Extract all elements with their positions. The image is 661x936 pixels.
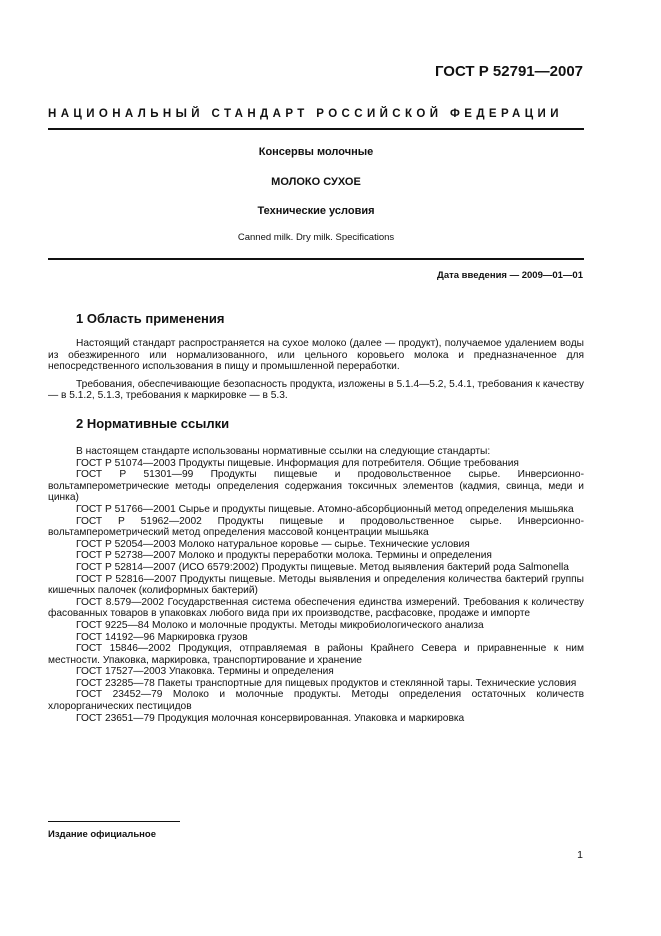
- section-1-paragraph: Требования, обеспечивающие безопасность продукта, изложены в 5.1.4—5.2, 5.4.1, требования к качеству — в 5.1.2, 5.1.3, требования к маркировке — в 5.3.: [48, 378, 584, 402]
- reference-item: ГОСТ 14192—96 Маркировка грузов: [76, 631, 248, 643]
- document-code: ГОСТ Р 52791—2007: [434, 63, 583, 80]
- reference-item: ГОСТ 17527—2003 Упаковка. Термины и определения: [76, 666, 334, 678]
- page-number: 1: [577, 849, 583, 861]
- reference-item: ГОСТ Р 51766—2001 Сырье и продукты пищевые. Атомно-абсорбционный метод определения мышьяка: [76, 503, 574, 515]
- section-1-paragraph: Настоящий стандарт распространяется на сухое молоко (далее — продукт), получаемое удалением воды из обезжиренного или нормализованного, или цельного коровьего молока и предназначенное для непосредственного использования в пищу и промышленной переработки.: [48, 338, 584, 373]
- reference-item: ГОСТ 15846—2002 Продукция, отправляемая в районы Крайнего Севера и приравненные к ним местности. Упаковка, маркировка, транспортирование и хранение: [48, 643, 584, 666]
- reference-item: ГОСТ Р 52738—2007 Молоко и продукты переработки молока. Термины и определения: [76, 550, 492, 562]
- english-title: Canned milk. Dry milk. Specifications: [237, 232, 395, 243]
- reference-item: ГОСТ 23285—78 Пакеты транспортные для пищевых продуктов и стеклянной тары. Технические условия: [76, 677, 577, 689]
- reference-item: ГОСТ 23651—79 Продукция молочная консервированная. Упаковка и маркировка: [76, 712, 465, 724]
- introduction-date: Дата введения — 2009—01—01: [437, 270, 583, 281]
- reference-item: ГОСТ Р 52816—2007 Продукты пищевые. Методы выявления и определения количества бактерий группы кишечных палочек (колиформных бактерий): [48, 573, 584, 597]
- section-1-heading: 1 Область применения: [76, 311, 225, 326]
- reference-item: ГОСТ 23452—79 Молоко и молочные продукты. Методы определения остаточных количеств хлорорганических пестицидов: [48, 689, 584, 713]
- title-line-3: Технические условия: [257, 205, 375, 217]
- reference-item: ГОСТ Р 52054—2003 Молоко натуральное коровье — сырье. Технические условия: [76, 538, 470, 550]
- section-2-heading: 2 Нормативные ссылки: [76, 416, 230, 431]
- reference-item: ГОСТ Р 51301—99 Продукты пищевые и продовольственное сырье. Инверсионно-вольтамперометрические методы определения содержания токсичных элементов (кадмия, свинца, меди и цинка): [48, 469, 584, 504]
- official-edition-label: Издание официальное: [48, 829, 156, 840]
- national-standard-banner: НАЦИОНАЛЬНЫЙ СТАНДАРТ РОССИЙСКОЙ ФЕДЕРАЦИИ: [48, 108, 563, 120]
- title-line-2: МОЛОКО СУХОЕ: [271, 176, 361, 188]
- reference-item: ГОСТ 9225—84 Молоко и молочные продукты. Методы микробиологического анализа: [76, 619, 484, 631]
- title-divider: [48, 258, 584, 260]
- section-1-body: [48, 338, 584, 402]
- title-line-1: Консервы молочные: [258, 146, 374, 158]
- section-2-body: [48, 446, 584, 724]
- reference-item: ГОСТ Р 52814—2007 (ИСО 6579:2002) Продукты пищевые. Метод выявления бактерий рода Salmonella: [76, 561, 569, 573]
- reference-item: ГОСТ Р 51074—2003 Продукты пищевые. Информация для потребителя. Общие требования: [76, 457, 519, 469]
- reference-intro: В настоящем стандарте использованы нормативные ссылки на следующие стандарты:: [76, 446, 491, 457]
- reference-item: ГОСТ 8.579—2002 Государственная система обеспечения единства измерений. Требования к количеству фасованных товаров в упаковках любого вида при их производстве, расфасовке, продаже и импорте: [48, 596, 584, 620]
- footer-divider: [48, 821, 180, 822]
- reference-item: ГОСТ Р 51962—2002 Продукты пищевые и продовольственное сырье. Инверсионно-вольтамперометрический метод определения массовой концентрации мышьяка: [48, 515, 584, 539]
- top-divider: [48, 128, 584, 130]
